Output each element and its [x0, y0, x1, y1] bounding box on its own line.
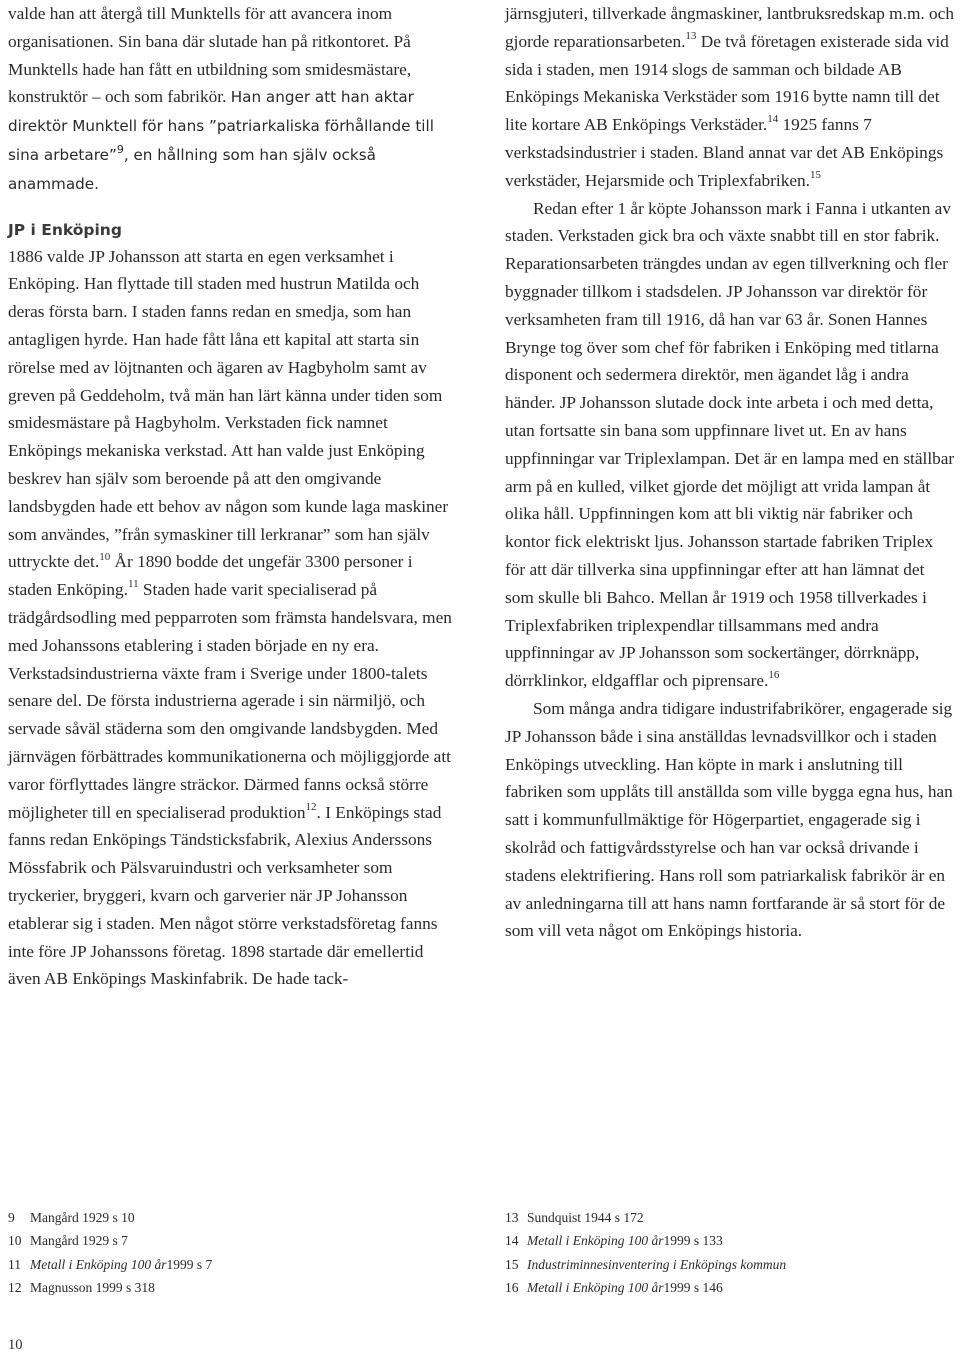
quote-sentence: Han anger att han aktar direktör Munktell för hans ”patriarkaliska förhållande till sina arbetare”$^9$, en hållning som han själv också anammade. [8, 88, 434, 193]
body-paragraph: 1886 valde JP Johansson att starta en egen verksamhet i Enköping. Han flyttade till staden med hustrun Matilda och deras första barn. I staden fanns redan en smedja, som han antagligen hyrde. Han hade fått låna ett kapital att starta sin rörelse med av löjtnanten och ägaren av Hagbyholm samt av greven på Geddeholm, två män han lärt känna under tiden som smidesmästare på Hagbyholm. Verkstaden fick namnet Enköpings mekaniska verkstad. Att han valde just Enköping beskrev han själv som beroende på att den omgivande landsbygden hade ett behov av någon som kunde laga maskiner som användes, ”från symaskiner till lerkranar” som han själv uttryckte det.$^{10}$ År 1890 bodde det ungefär 3300 personer i staden Enköping.$^{11}$ Staden hade varit specialiserad på trädgårdsodling med pepparroten som främsta handelsvara, men med Johanssons etablering i staden började en ny era. Verkstadsindustrierna växte fram i Sverige under 1800-talets senare del. De första industrierna agerade i sin närmiljö, och servade såväl städerna som den omgivande landsbygden. Med järnvägen förbättrades kommunikationerna och möjliggjorde att varor förflyttades längre sträckor. Därmed fanns också större möjligheter till en specialiserad produktion$^{12}$. I Enköpings stad fanns redan Enköpings Tändsticksfabrik, Alexius Anderssons Mössfabrik och Pälsvaruindustri och verksamheter som tryckerier, bryggeri, kvarn och garverier när JP Johansson etablerar sig i staden. Men något större verkstadsföretag fanns inte före JP Johanssons företag. 1898 startade där emellertid även AB Enköpings Maskinfabrik. De hade tack- [8, 246, 452, 989]
section-heading: JP i Enköping [8, 220, 122, 239]
footnote: 9 Mangård 1929 s 10 [8, 1210, 135, 1225]
footnotes-right [505, 1206, 786, 1299]
footnotes-left [8, 1206, 212, 1299]
footnote: 11 Metall i Enköping 100 år 1999 s 7 [8, 1256, 213, 1272]
right-column [505, 0, 957, 945]
footnote-ref: 13 [685, 30, 697, 43]
footnote: 15 Industriminnesinventering i Enköpings kommun [505, 1256, 787, 1272]
footnote: 16 Metall i Enköping 100 år 1999 s 146 [505, 1279, 723, 1295]
body-paragraph: Redan efter 1 år köpte Johansson mark i Fanna i utkanten av staden. Verkstaden gick bra och växte snabbt till en stor fabrik. Reparationsarbeten trängdes undan av egen tillverkning och fler byggnader tillkom i stadsdelen. JP Johansson var direktör för verksamheten fram till 1916, då han var 63 år. Sonen Hannes Brynge tog över som chef för fabriken i Enköping med titlarna disponent och sedermera direktör, men ägandet låg i andra händer. JP Johansson slutade dock inte arbeta i och med detta, utan fortsatte sin bana som uppfinnare livet ut. En av hans uppfinningar var Triplexlampan. Det är en lampa med en ställbar arm på en kulled, vilket gjorde det möjligt att vrida lampan åt olika håll. Uppfinningen kom att bli viktig när fabriker och kontor fick elektriskt ljus. Johansson startade fabriken Triplex för att där tillverka sina uppfinningar efter att han lämnat det som skulle bli Bahco. Mellan år 1919 och 1958 tillverkades i Triplexfabriken triplexpendlar tillsammans med andra uppfinningar av JP Johansson som sockertänger, dörrknäpp, dörrklinkor, eldgafflar och piprensare.$^{16}$ [505, 198, 955, 691]
footnote-ref: 14 [767, 113, 779, 126]
footnote-ref: 10 [99, 550, 111, 563]
footnote: 12 Magnusson 1999 s 318 [8, 1279, 155, 1295]
footnote-ref: 16 [768, 669, 780, 682]
footnote-ref: 9 [116, 142, 124, 156]
footnote: 10 Mangård 1929 s 7 [8, 1233, 128, 1249]
body-paragraph: järnsgjuteri, tillverkade ångmaskiner, lantbruksredskap m.m. och gjorde reparationsarbeten.$^{13}$ De två företagen existerade sida vid sida i staden, men 1914 slogs de samman och bildade AB Enköpings Mekaniska Verkstäder som 1916 bytte namn till det lite kortare AB Enköpings Verkstäder.$^{14}$ 1925 fanns 7 verkstadsindustrier i staden. Bland annat var det AB Enköpings verkstäder, Hejarsmide och Triplexfabriken.$^{15}$ [505, 4, 954, 190]
footnote-ref: 12 [305, 800, 317, 813]
intro-paragraph: valde han att återgå till Munktells för att avancera inom organisationen. Sin bana där slutade han på ritkontoret. På Munktells hade han fått en utbildning som smidesmästare, konstruktör – och som fabrikör. Han anger att han aktar direktör Munktell för hans ”patriarkaliska förhållande till sina arbetare”$^9$, en hållning som han själv också anammade. [8, 4, 434, 193]
footnote: 14 Metall i Enköping 100 år 1999 s 133 [505, 1233, 723, 1249]
left-column [8, 0, 460, 993]
body-paragraph: Som många andra tidigare industrifabrikörer, engagerade sig JP Johansson både i sina anställdas levnadsvillkor och i staden Enköpings utveckling. Han köpte in mark i anslutning till fabriken som upplåts till anställda som ville bygga egna hus, han satt i kommunfullmäktige för Högerpartiet, engagerade sig i skolråd och fattigvårdsstyrelse och han var också drivande i stadens elektrifiering. Hans roll som patriarkalisk fabrikör är en av anledningarna till att hans namn fortfarande är så stort för de som vill veta något om Enköpings historia. [505, 698, 953, 941]
footnote: 13 Sundquist 1944 s 172 [505, 1210, 644, 1225]
footnote-ref: 15 [810, 169, 822, 182]
footnote-ref: 11 [128, 578, 139, 591]
page-number: 10 [8, 1337, 23, 1353]
